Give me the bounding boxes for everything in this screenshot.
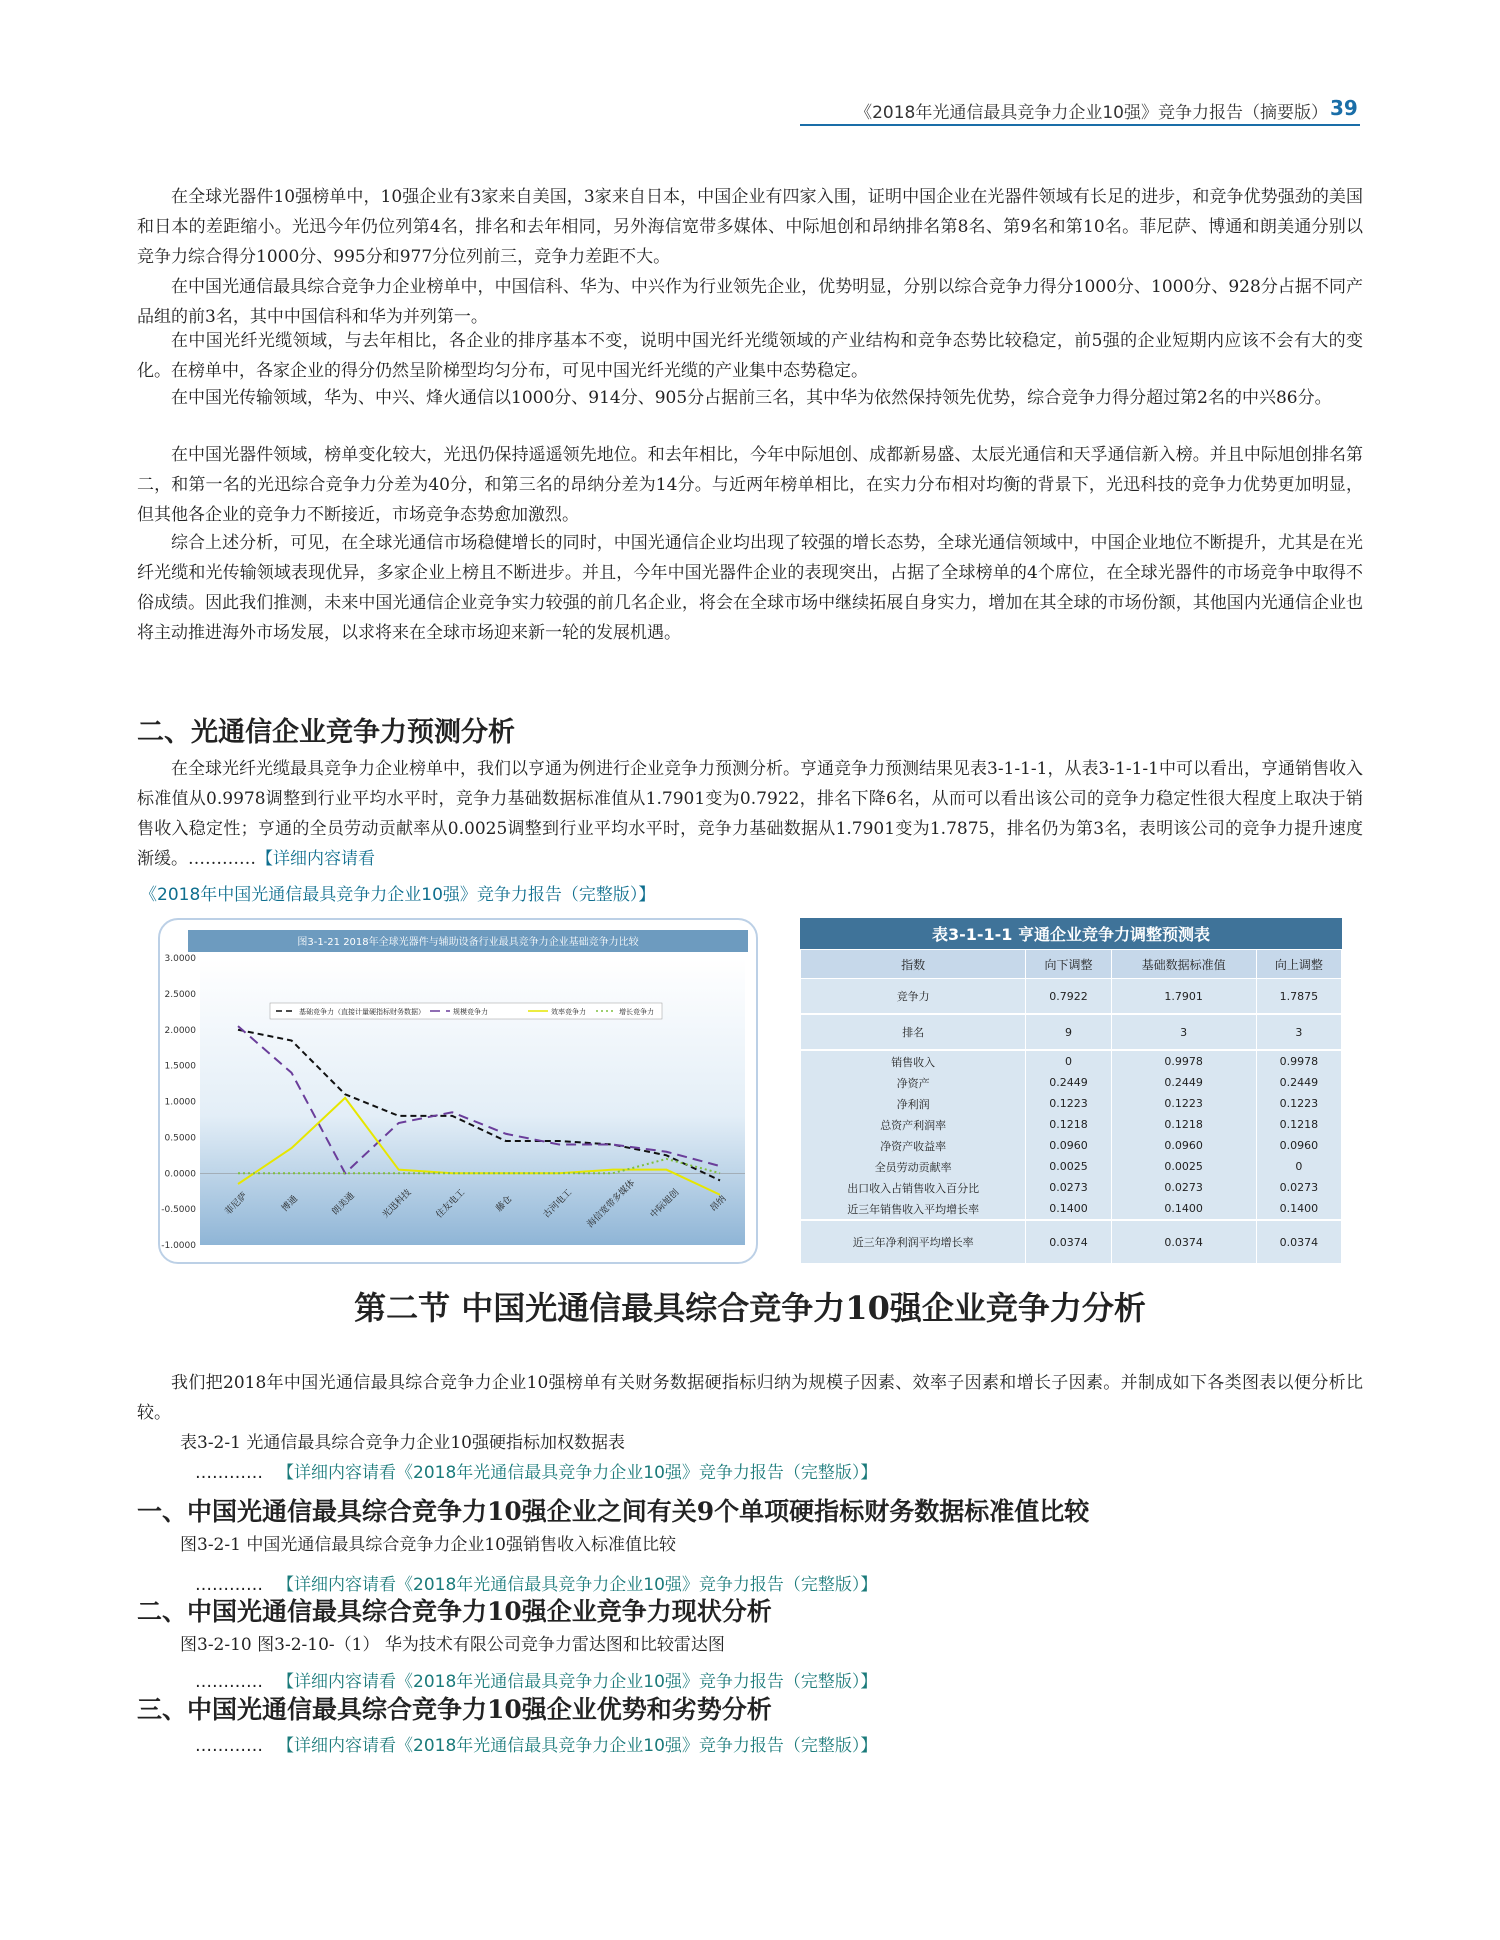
table-cell: 1.7875 [1256, 979, 1341, 1015]
table-cell: 近三年净利润平均增长率 [801, 1220, 1026, 1263]
more-link-row [195, 1458, 877, 1483]
y-tick-label: 1.0000 [164, 1097, 196, 1108]
paragraph: 在中国光通信最具综合竞争力企业榜单中，中国信科、华为、中兴作为行业领先企业，优势明显，分别以综合竞争力得分1000分、1000分、928分占据不同产品组的前3名，其中中国信科和华为并列第一。 [137, 277, 1363, 327]
legend-label: 效率竞争力 [551, 1008, 586, 1016]
table-cell: 0.1223 [1256, 1093, 1341, 1114]
table-header-cell: 向下调整 [1026, 950, 1111, 979]
x-tick-label: 菲尼萨 [223, 1191, 250, 1218]
table-cell: 0.0374 [1256, 1220, 1341, 1263]
x-tick-label: 藤仓 [494, 1194, 515, 1215]
paragraph: 在全球光器件10强榜单中，10强企业有3家来自美国，3家来自日本，中国企业有四家入围，证明中国企业在光器件领域有长足的进步，和竞争优势强劲的美国和日本的差距缩小。光迅今年仍位列第4名，排名和去年相同，另外海信宽带多媒体、中际旭创和昂纳排名第8名、第9名和第10名。菲尼萨、博通和朗美通分别以竞争力综合得分1000分、995分和977分位列前三，竞争力差距不大。 [137, 187, 1363, 267]
y-tick-label: 0.5000 [164, 1133, 196, 1144]
table-cell: 0.0025 [1111, 1156, 1256, 1177]
table-cell: 0 [1256, 1156, 1341, 1177]
table-cell: 0.1400 [1111, 1198, 1256, 1220]
table-header-cell: 指数 [801, 950, 1026, 979]
table-cell: 0.7922 [1026, 979, 1111, 1015]
chart-title: 图3-1-21 2018年全球光器件与辅助设备行业最具竞争力企业基础竞争力比较 [297, 937, 639, 948]
table-cell: 1.7901 [1111, 979, 1256, 1015]
table-cell: 0.0374 [1111, 1220, 1256, 1263]
dots: ………… [195, 1736, 263, 1756]
table-row [801, 1093, 1342, 1114]
legend-label: 增长竞争力 [619, 1008, 654, 1016]
x-tick-label: 朗美通 [330, 1191, 357, 1218]
table-cell: 3 [1256, 1014, 1341, 1050]
figure-caption-3-2-1: 图3-2-1 中国光通信最具综合竞争力企业10强销售收入标准值比较 [180, 1535, 676, 1555]
more-link-row [195, 1731, 877, 1756]
chart-svg [160, 920, 756, 1262]
x-tick-label: 海信宽带多媒体 [585, 1178, 638, 1230]
table-cell: 0.0273 [1111, 1177, 1256, 1198]
table-cell: 9 [1026, 1014, 1111, 1050]
table-cell: 净资产 [801, 1072, 1026, 1093]
table-cell: 0 [1026, 1050, 1111, 1072]
prediction-text: 在全球光纤光缆最具竞争力企业榜单中，我们以亨通为例进行企业竞争力预测分析。亨通竞争力预测结果见表3-1-1-1，从表3-1-1-1中可以看出，亨通销售收入标准值从0.9978调整到行业平均水平时，竞争力基础数据标准值从1.7901变为0.7922，排名下降6名，从而可以看出该公司的竞争力稳定性很大程度上取决于销售收入稳定性；亨通的全员劳动贡献率从0.0025调整到行业平均水平时，竞争力基础数据从1.7901变为1.7875，排名仍为第3名，表明该公司的竞争力提升速度渐缓。………… [137, 759, 1363, 869]
table-cell: 排名 [801, 1014, 1026, 1050]
table-row [801, 1135, 1342, 1156]
table-row [801, 1072, 1342, 1093]
intro-paragraph: 我们把2018年中国光通信最具综合竞争力企业10强榜单有关财务数据硬指标归纳为规模子因素、效率子因素和增长子因素。并制成如下各类图表以便分析比较。 [137, 1373, 1363, 1423]
y-tick-label: 2.5000 [164, 989, 196, 1000]
dots: ………… [195, 1672, 263, 1692]
x-tick-label: 中际旭创 [648, 1187, 682, 1221]
prediction-table [800, 918, 1342, 1263]
table-cell: 全员劳动贡献率 [801, 1156, 1026, 1177]
table-header-cell: 基础数据标准值 [1111, 950, 1256, 979]
table-cell: 销售收入 [801, 1050, 1026, 1072]
y-tick-label: 0.0000 [164, 1169, 196, 1180]
table-cell: 总资产利润率 [801, 1114, 1026, 1135]
detail-link-continued[interactable]: 《2018年中国光通信最具竞争力企业10强》竞争力报告（完整版）】 [140, 885, 656, 905]
table-row [801, 1220, 1342, 1263]
y-tick-label: 1.5000 [164, 1061, 196, 1072]
table-cell: 0.0960 [1026, 1135, 1111, 1156]
y-tick-label: -1.0000 [161, 1241, 196, 1251]
table-row [801, 1014, 1342, 1050]
table-cell: 净资产收益率 [801, 1135, 1026, 1156]
table-cell: 0.0273 [1256, 1177, 1341, 1198]
table-cell: 0.9978 [1256, 1050, 1341, 1072]
subheading-two: 二、中国光通信最具综合竞争力10强企业竞争力现状分析 [137, 1597, 772, 1626]
table-cell: 净利润 [801, 1093, 1026, 1114]
table-body [801, 979, 1342, 1264]
table-header-row [801, 950, 1342, 979]
header-rule [800, 124, 1360, 126]
table-caption-3-2-1: 表3-2-1 光通信最具综合竞争力企业10强硬指标加权数据表 [180, 1433, 625, 1453]
paragraph: 综合上述分析，可见，在全球光通信市场稳健增长的同时，中国光通信企业均出现了较强的增长态势，全球光通信领域中，中国企业地位不断提升，尤其是在光纤光缆和光传输领域表现优异，多家企业上榜且不断进步。并且，今年中国光器件企业的表现突出，占据了全球榜单的4个席位，在全球光器件的市场竞争中取得不俗成绩。因此我们推测，未来中国光通信企业竞争实力较强的前几名企业，将会在全球市场中继续拓展自身实力，增加在其全球的市场份额，其他国内光通信企业也将主动推进海外市场发展，以求将来在全球市场迎来新一轮的发展机遇。 [137, 533, 1363, 643]
table-row [801, 1156, 1342, 1177]
paragraph: 在中国光传输领域，华为、中兴、烽火通信以1000分、914分、905分占据前三名，其中华为依然保持领先优势，综合竞争力得分超过第2名的中兴86分。 [171, 388, 1332, 408]
table-cell: 近三年销售收入平均增长率 [801, 1198, 1026, 1220]
table-cell: 0.0960 [1256, 1135, 1341, 1156]
table-cell: 竞争力 [801, 979, 1026, 1015]
detail-link[interactable]: 【详细内容请看《2018年光通信最具竞争力企业10强》竞争力报告（完整版）】 [277, 1736, 878, 1756]
table-cell: 0.1218 [1026, 1114, 1111, 1135]
table-cell: 0.1223 [1111, 1093, 1256, 1114]
table-cell: 0.1400 [1256, 1198, 1341, 1220]
x-tick-label: 古河电工 [541, 1187, 575, 1221]
table-caption: 表3-1-1-1 亨通企业竞争力调整预测表 [800, 918, 1342, 949]
table-row [801, 1114, 1342, 1135]
x-tick-label: 昂纳 [708, 1194, 729, 1215]
detail-link[interactable]: 【详细内容请看《2018年光通信最具竞争力企业10强》竞争力报告（完整版）】 [277, 1463, 878, 1483]
table-row [801, 1198, 1342, 1220]
y-tick-label: -0.5000 [161, 1205, 196, 1216]
table-cell: 0.2449 [1256, 1072, 1341, 1093]
table-cell: 0.2449 [1026, 1072, 1111, 1093]
section-title: 第二节 中国光通信最具综合竞争力10强企业竞争力分析 [354, 1289, 1146, 1327]
subheading-one: 一、中国光通信最具综合竞争力10强企业之间有关9个单项硬指标财务数据标准值比较 [137, 1497, 1090, 1526]
subheading-three: 三、中国光通信最具综合竞争力10强企业优势和劣势分析 [137, 1695, 772, 1724]
table-cell: 0.9978 [1111, 1050, 1256, 1072]
paragraph: 在中国光纤光缆领域，与去年相比，各企业的排序基本不变，说明中国光纤光缆领域的产业结构和竞争态势比较稳定，前5强的企业短期内应该不会有大的变化。在榜单中，各家企业的得分仍然呈阶梯型均匀分布，可见中国光纤光缆的产业集中态势稳定。 [137, 331, 1363, 381]
legend-label: 基础竞争力（直接计量硬指标财务数据） [299, 1008, 425, 1016]
page-number: 39 [1330, 96, 1358, 120]
detail-link[interactable]: 【详细内容请看《2018年光通信最具竞争力企业10强》竞争力报告（完整版）】 [277, 1575, 878, 1595]
more-link-row [195, 1667, 877, 1692]
header-title: 《2018年光通信最具竞争力企业10强》竞争力报告（摘要版） [855, 103, 1328, 123]
dots: ………… [195, 1463, 263, 1483]
table-cell: 3 [1111, 1014, 1256, 1050]
table-row [801, 979, 1342, 1015]
x-tick-label: 博通 [280, 1194, 301, 1215]
paragraph: 在中国光器件领域，榜单变化较大，光迅仍保持遥遥领先地位。和去年相比，今年中际旭创、成都新易盛、太辰光通信和天孚通信新入榜。并且中际旭创排名第二，和第一名的光迅综合竞争力分差为40分，和第三名的昂纳分差为14分。与近两年榜单相比，在实力分布相对均衡的背景下，光迅科技的竞争力优势更加明显，但其他各企业的竞争力不断接近，市场竞争态势愈加激烈。 [137, 445, 1363, 525]
table-cell: 0.0374 [1026, 1220, 1111, 1263]
table-row [801, 1050, 1342, 1072]
section-heading-prediction: 二、光通信企业竞争力预测分析 [137, 717, 515, 748]
table-cell: 0.2449 [1111, 1072, 1256, 1093]
detail-link[interactable]: 【详细内容请看《2018年光通信最具竞争力企业10强》竞争力报告（完整版）】 [277, 1672, 878, 1692]
table-cell: 0.0960 [1111, 1135, 1256, 1156]
y-tick-label: 2.0000 [164, 1025, 196, 1036]
table-cell: 0.0025 [1026, 1156, 1111, 1177]
table-cell: 0.1218 [1111, 1114, 1256, 1135]
table-cell: 0.1223 [1026, 1093, 1111, 1114]
competitiveness-chart [158, 918, 758, 1264]
table-cell: 出口收入占销售收入百分比 [801, 1177, 1026, 1198]
x-tick-label: 光迅科技 [380, 1187, 414, 1221]
detail-link[interactable]: 【详细内容请看 [256, 849, 375, 869]
table-row [801, 1177, 1342, 1198]
dots: ………… [195, 1575, 263, 1595]
y-tick-label: 3.0000 [164, 954, 196, 964]
table-header-cell: 向上调整 [1256, 950, 1341, 979]
table-cell: 0.1218 [1256, 1114, 1341, 1135]
table-cell: 0.1400 [1026, 1198, 1111, 1220]
table-cell: 0.0273 [1026, 1177, 1111, 1198]
paragraph [137, 754, 1363, 874]
figure-caption-3-2-10: 图3-2-10 图3-2-10-（1） 华为技术有限公司竞争力雷达图和比较雷达图 [180, 1635, 725, 1655]
x-tick-label: 住友电工 [434, 1187, 468, 1221]
legend-label: 规模竞争力 [453, 1008, 488, 1016]
